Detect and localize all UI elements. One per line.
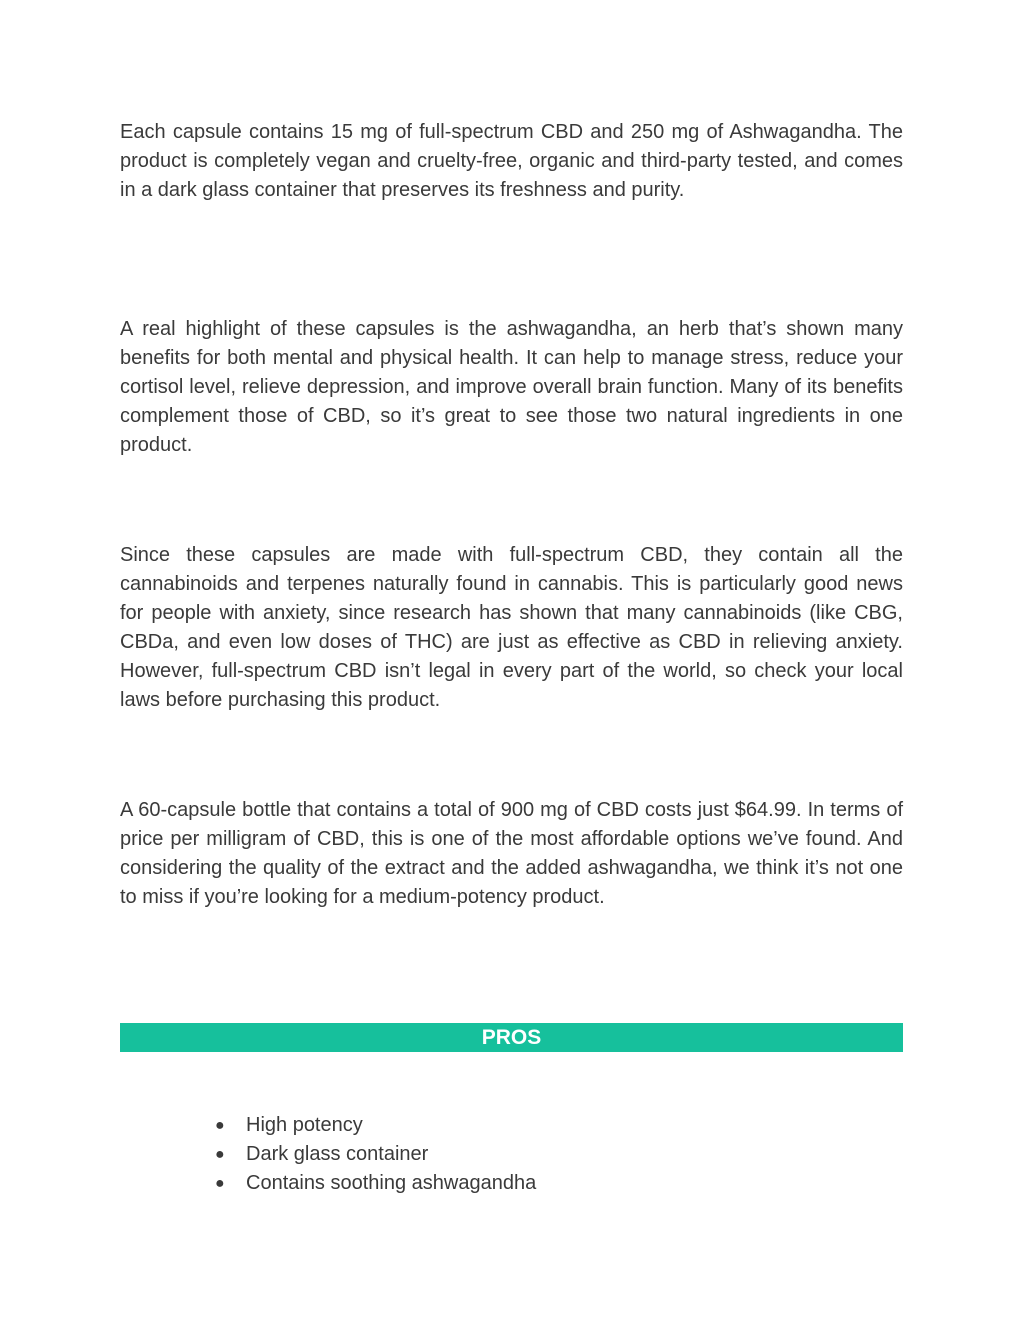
bullet-icon: ● — [215, 1175, 225, 1192]
paragraph-ashwagandha-highlight: A real highlight of these capsules is the ashwagandha, an herb that’s shown many benefits for both mental and physical health. It can help to manage stress, reduce your cortisol level, relieve depression, and improve overall brain function. Many of its benefits complement those of CBD, so it’s great to see those two natural ingredients in one product. — [120, 318, 903, 456]
bullet-icon: ● — [215, 1146, 225, 1163]
pros-heading: PROS — [481, 1026, 542, 1049]
bullet-icon: ● — [215, 1117, 225, 1134]
pros-list — [215, 1111, 536, 1198]
pros-item-label: High potency — [246, 1114, 363, 1136]
paragraph-capsule-contents: Each capsule contains 15 mg of full-spectrum CBD and 250 mg of Ashwagandha. The product is completely vegan and cruelty-free, organic and third-party tested, and comes in a dark glass container that preserves its freshness and purity. — [120, 121, 903, 201]
list-item — [215, 1169, 536, 1198]
pros-banner — [120, 1023, 903, 1052]
pros-item-label: Contains soothing ashwagandha — [246, 1172, 537, 1194]
list-item — [215, 1111, 536, 1140]
list-item — [215, 1140, 536, 1169]
paragraph-pricing: A 60-capsule bottle that contains a total of 900 mg of CBD costs just $64.99. In terms of price per milligram of CBD, this is one of the most affordable options we’ve found. And considering the quality of the extract and the added ashwagandha, we think it’s not one to miss if you’re looking for a medium-potency product. — [120, 799, 903, 908]
pros-item-label: Dark glass container — [246, 1143, 429, 1165]
paragraph-full-spectrum: Since these capsules are made with full-spectrum CBD, they contain all the cannabinoids and terpenes naturally found in cannabis. This is particularly good news for people with anxiety, since research has shown that many cannabinoids (like CBG, CBDa, and even low doses of THC) are just as effective as CBD in relieving anxiety. However, full-spectrum CBD isn’t legal in every part of the world, so check your local laws before purchasing this product. — [120, 544, 903, 711]
